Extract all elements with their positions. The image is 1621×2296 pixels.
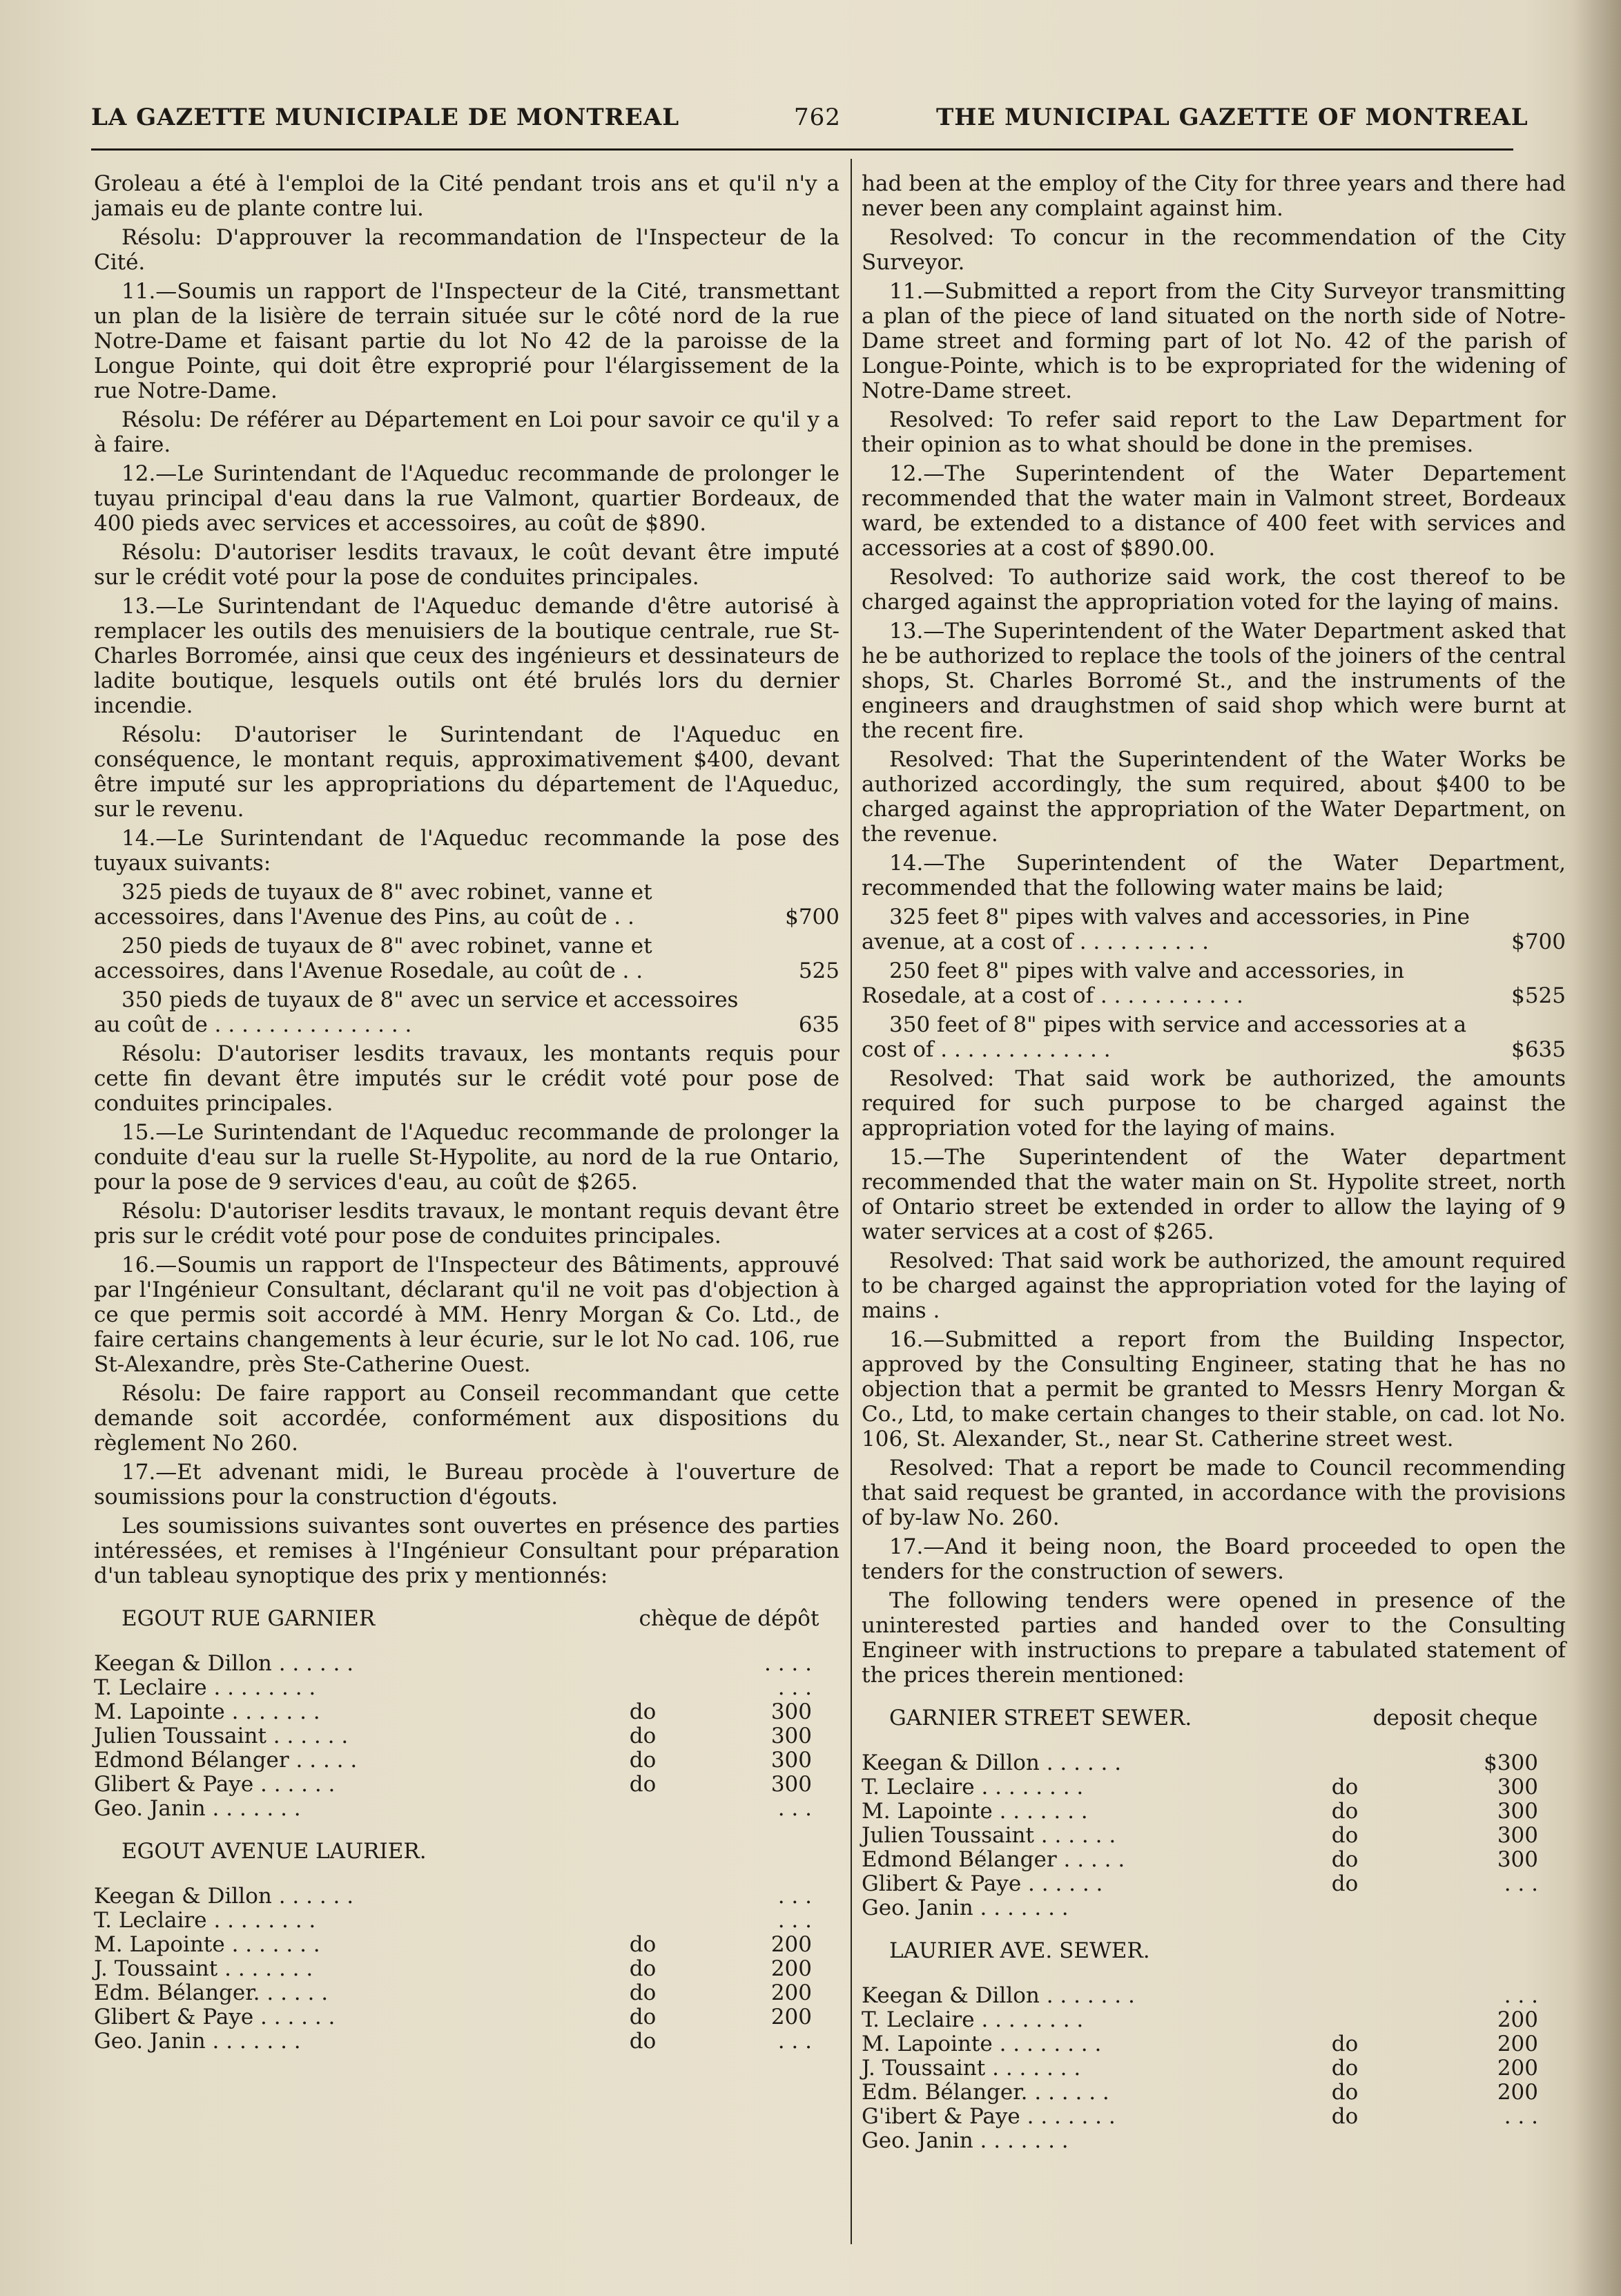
ditto-mark: do: [1331, 1847, 1359, 1872]
ditto-mark: [577, 1652, 708, 1676]
paragraph: 13.—The Superintendent of the Water Department asked that he be authorized to replace the tools of the joiners of the central shops, St. Charles Borromé St., and the instruments of the engineers and draughstmen of said shop which were burnt at the recent fire.: [862, 619, 1566, 743]
table-column-header: deposit cheque: [1372, 1706, 1538, 1730]
paragraph: Resolved: That said work be authorized, the amount required to be charged against the appropriation voted for the laying of mains .: [862, 1248, 1566, 1323]
tender-table-garnier: [94, 1606, 839, 1821]
ditto-mark: do: [1331, 2056, 1359, 2081]
tenderer-name: T. Leclaire . . . . . . . .: [862, 2007, 1084, 2032]
paragraph: 11.—Soumis un rapport de l'Inspecteur de la Cité, transmettant un plan de la lisière de terrain située sur le côté nord de la rue Notre-Dame et faisant partie du lot No 42 de la paroisse de la Longue Pointe, qui doit être exproprié pour l'élargissement de la rue Notre-Dame.: [94, 279, 839, 403]
tenderer-name: M. Lapointe . . . . . . .: [94, 1699, 320, 1724]
pipe-item-text: 250 pieds de tuyaux de 8" avec robinet, vanne et accessoires, dans l'Avenue Rosedale, au coût de . .: [94, 934, 652, 983]
paragraph: 16.—Submitted a report from the Building Inspector, approved by the Consulting Engineer, stating that he has no objection that a permit be granted to Messrs Henry Morgan & Co., Ltd, to make certain changes to their stable, on cad. lot No. 106, St. Alexander, St., near St. Catherine street west.: [862, 1327, 1566, 1451]
tenderer-name: Glibert & Paye . . . . . .: [94, 2005, 336, 2029]
deposit-amount: 300: [1497, 1823, 1538, 1848]
ditto-mark: [577, 1884, 708, 1909]
tenderer-name: Geo. Janin . . . . . . .: [862, 1895, 1069, 1920]
ditto-mark: [1276, 2008, 1414, 2032]
deposit-amount: 200: [1497, 2080, 1538, 2105]
page-number: 762: [794, 104, 841, 131]
paragraph: Résolu: D'approuver la recommandation de l'Inspecteur de la Cité.: [94, 225, 839, 275]
deposit-amount: 200: [770, 1956, 812, 1981]
ditto-mark: do: [1331, 1871, 1359, 1896]
ditto-mark: do: [1331, 1799, 1359, 1824]
tenderer-name: Geo. Janin . . . . . . .: [94, 1796, 301, 1821]
deposit-amount: 200: [770, 1980, 812, 2005]
tenderer-name: M. Lapointe . . . . . . .: [862, 1799, 1088, 1824]
deposit-amount: 300: [1497, 1847, 1538, 1872]
deposit-amount: 300: [770, 1748, 812, 1773]
deposit-amount: . . .: [777, 1908, 812, 1933]
paragraph: 17.—And it being noon, the Board proceeded to open the tenders for the construction of sewers.: [862, 1534, 1566, 1584]
pipe-item: [862, 958, 1566, 1008]
deposit-amount: . . .: [777, 1675, 812, 1700]
table-row: [862, 1800, 1566, 1824]
tenderer-name: J. Toussaint . . . . . . .: [862, 2056, 1081, 2081]
pipe-item: [94, 987, 839, 1037]
tenderer-name: T. Leclaire . . . . . . . .: [862, 1775, 1084, 1800]
paragraph: Résolu: D'autoriser lesdits travaux, le montant requis devant être pris sur le crédit voté pour pose de conduites principales.: [94, 1199, 839, 1248]
table-row: [94, 1652, 839, 1676]
pipe-item-text: 350 feet of 8" pipes with service and accessories at a cost of . . . . . . . . . . . . .: [862, 1012, 1467, 1062]
ditto-mark: [1276, 1984, 1414, 2008]
pipe-item-text: 325 feet 8" pipes with valves and accessories, in Pine avenue, at a cost of . . . . . . . . . .: [862, 905, 1470, 954]
page-edge-shadow: [1573, 0, 1621, 2296]
deposit-amount: 200: [1497, 2056, 1538, 2081]
deposit-amount: 200: [770, 2005, 812, 2029]
tenderer-name: Julien Toussaint . . . . . .: [862, 1823, 1116, 1848]
ditto-mark: do: [1331, 1775, 1359, 1800]
tenderer-name: Julien Toussaint . . . . . .: [94, 1724, 349, 1748]
pipe-item: [94, 880, 839, 929]
ditto-mark: do: [629, 1724, 657, 1748]
ditto-mark: [577, 1676, 708, 1700]
deposit-amount: . . .: [1504, 1871, 1538, 1896]
ditto-mark: do: [629, 1772, 657, 1797]
paragraph: The following tenders were opened in presence of the uninterested parties and handed over to the Consulting Engineer with instructions to prepare a tabulated statement of the prices therein mentioned:: [862, 1588, 1566, 1688]
ditto-mark: do: [629, 1699, 657, 1724]
tenderer-name: Edm. Bélanger. . . . . .: [94, 1980, 329, 2005]
table-row: [862, 2129, 1566, 2153]
deposit-amount: $300: [1484, 1750, 1538, 1775]
table-row: [862, 2081, 1566, 2105]
deposit-amount: . . .: [1504, 2104, 1538, 2129]
table-row: [94, 2005, 839, 2029]
ditto-mark: [1276, 1751, 1414, 1775]
paragraph: 17.—Et advenant midi, le Bureau procède à l'ouverture de soumissions pour la construction d'égouts.: [94, 1460, 839, 1509]
header-french-title: LA GAZETTE MUNICIPALE DE MONTREAL: [91, 104, 680, 131]
table-row: [94, 1724, 839, 1748]
paragraph: 13.—Le Surintendant de l'Aqueduc demande d'être autorisé à remplacer les outils des menuisiers de la boutique centrale, rue St-Charles Borromée, ainsi que ceux des ingénieurs et dessinateurs de ladite boutique, lesquels outils ont été brulés lors du dernier incendie.: [94, 594, 839, 718]
tenderer-name: Edmond Bélanger . . . . .: [94, 1748, 358, 1773]
pipe-item-amount: $635: [1511, 1037, 1566, 1062]
table-row: [94, 1773, 839, 1797]
paragraph: 14.—The Superintendent of the Water Department, recommended that the following water mains be laid;: [862, 851, 1566, 900]
paragraph: Résolu: De faire rapport au Conseil recommandant que cette demande soit accordée, conformément aux dispositions du règlement No 260.: [94, 1381, 839, 1456]
tenderer-name: J. Toussaint . . . . . . .: [94, 1956, 313, 1981]
tenderer-name: Glibert & Paye . . . . . .: [94, 1772, 336, 1797]
ditto-mark: do: [1331, 2104, 1359, 2129]
paragraph: had been at the employ of the City for three years and there had never been any complaint against him.: [862, 171, 1566, 221]
tenderer-name: Keegan & Dillon . . . . . . .: [862, 1983, 1135, 2008]
ditto-mark: [1276, 2129, 1414, 2153]
tenderer-name: Keegan & Dillon . . . . . .: [94, 1884, 354, 1909]
pipe-item-text: 250 feet 8" pipes with valve and accessories, in Rosedale, at a cost of . . . . . . . . . . .: [862, 958, 1405, 1008]
paragraph: Resolved: To concur in the recommendation of the City Surveyor.: [862, 225, 1566, 275]
paragraph: 15.—The Superintendent of the Water department recommended that the water main on St. Hypolite street, north of Ontario street be extended in order to allow the laying of 9 water services at a cost of $265.: [862, 1145, 1566, 1244]
ditto-mark: do: [1331, 2032, 1359, 2056]
table-row: [862, 1984, 1566, 2008]
table-title: LAURIER AVE. SEWER.: [889, 1938, 1150, 1963]
tenderer-name: M. Lapointe . . . . . . .: [94, 1932, 320, 1957]
paragraph: Résolu: D'autoriser le Surintendant de l'Aqueduc en conséquence, le montant requis, approximativement $400, devant être imputé sur les appropriations du département de l'Aqueduc, sur le revenu.: [94, 722, 839, 822]
table-row: [862, 1848, 1566, 1872]
table-title: GARNIER STREET SEWER.: [889, 1706, 1192, 1730]
table-heading: [94, 1839, 839, 1864]
pipe-item: [94, 934, 839, 983]
pipe-item-amount: $525: [1511, 983, 1566, 1008]
ditto-mark: [1276, 1896, 1414, 1920]
table-row: [862, 1872, 1566, 1896]
paragraph: 14.—Le Surintendant de l'Aqueduc recommande la pose des tuyaux suivants:: [94, 826, 839, 876]
ditto-mark: do: [629, 2029, 657, 2054]
paragraph: Résolu: D'autoriser lesdits travaux, le coût devant être imputé sur le crédit voté pour la pose de conduites principales.: [94, 540, 839, 590]
tenderer-name: Geo. Janin . . . . . . .: [94, 2029, 301, 2054]
paragraph: Resolved: To refer said report to the Law Department for their opinion as to what should be done in the premises.: [862, 407, 1566, 457]
tenderer-name: Keegan & Dillon . . . . . .: [862, 1750, 1122, 1775]
tenderer-name: Geo. Janin . . . . . . .: [862, 2128, 1069, 2153]
ditto-mark: do: [629, 1748, 657, 1773]
pipe-item-amount: 525: [798, 958, 839, 983]
pipe-item: [862, 1012, 1566, 1062]
paragraph: 12.—The Superintendent of the Water Departement recommended that the water main in Valmont street, Bordeaux ward, be extended to a distance of 400 feet with services and accessories at a cost of $890.00.: [862, 461, 1566, 561]
tenderer-name: T. Leclaire . . . . . . . .: [94, 1675, 316, 1700]
header-english-title: THE MUNICIPAL GAZETTE OF MONTREAL: [936, 104, 1528, 131]
ditto-mark: [577, 1909, 708, 1933]
paragraph: Resolved: That said work be authorized, the amounts required for such purpose to be charged against the appropriation voted for the laying of mains.: [862, 1066, 1566, 1141]
table-row: [94, 1748, 839, 1773]
deposit-amount: . . .: [777, 1884, 812, 1909]
paragraph: 11.—Submitted a report from the City Surveyor transmitting a plan of the piece of land situated on the north side of Notre-Dame street and forming part of lot No. 42 of the parish of Longue-Pointe, which is to be expropriated for the widening of Notre-Dame street.: [862, 279, 1566, 403]
table-heading: [862, 1706, 1566, 1730]
table-row: [94, 1676, 839, 1700]
paragraph: 16.—Soumis un rapport de l'Inspecteur des Bâtiments, approuvé par l'Ingénieur Consultant, déclarant qu'il ne voit pas d'objection à ce que permis soit accordé à MM. Henry Morgan & Co. Ltd., de faire certains changements à leur écurie, sur le lot No cad. 106, rue St-Alexandre, près Ste-Catherine Ouest.: [94, 1253, 839, 1377]
column-divider: [851, 159, 852, 2244]
ditto-mark: do: [629, 1980, 657, 2005]
pipe-item-text: 325 pieds de tuyaux de 8" avec robinet, vanne et accessoires, dans l'Avenue des Pins, au coût de . .: [94, 880, 652, 929]
paragraph: Résolu: D'autoriser lesdits travaux, les montants requis pour cette fin devant être imputés sur le crédit voté pour pose de conduites principales.: [94, 1041, 839, 1116]
deposit-amount: . . .: [777, 2029, 812, 2054]
tender-table-garnier-english: [862, 1706, 1566, 1920]
table-row: [862, 1896, 1566, 1920]
table-title: EGOUT RUE GARNIER: [122, 1606, 376, 1631]
deposit-amount: . . .: [1504, 1983, 1538, 2008]
tenderer-name: M. Lapointe . . . . . . . .: [862, 2032, 1102, 2056]
table-title: EGOUT AVENUE LAURIER.: [122, 1839, 427, 1864]
table-row: [94, 1933, 839, 1957]
ditto-mark: do: [629, 1932, 657, 1957]
tenderer-name: T. Leclaire . . . . . . . .: [94, 1908, 316, 1933]
deposit-amount: 300: [1497, 1799, 1538, 1824]
table-row: [94, 1981, 839, 2005]
deposit-amount: 300: [1497, 1775, 1538, 1800]
ditto-mark: do: [1331, 2080, 1359, 2105]
tenderer-name: G'ibert & Paye . . . . . . .: [862, 2104, 1116, 2129]
table-column-header: chèque de dépôt: [639, 1606, 819, 1631]
table-row: [862, 2032, 1566, 2056]
paragraph: Groleau a été à l'emploi de la Cité pendant trois ans et qu'il n'y a jamais eu de plante contre lui.: [94, 171, 839, 221]
deposit-amount: 200: [1497, 2007, 1538, 2032]
paragraph: 12.—Le Surintendant de l'Aqueduc recommande de prolonger le tuyau principal d'eau dans la rue Valmont, quartier Bordeaux, de 400 pieds avec services et accessoires, au coût de $890.: [94, 461, 839, 536]
tenderer-name: Edmond Bélanger . . . . .: [862, 1847, 1125, 1872]
table-row: [862, 1775, 1566, 1800]
paragraph: Résolu: De référer au Département en Loi pour savoir ce qu'il y a à faire.: [94, 407, 839, 457]
ditto-mark: do: [629, 2005, 657, 2029]
paragraph: Les soumissions suivantes sont ouvertes en présence des parties intéressées, et remises à l'Ingénieur Consultant pour préparation d'un tableau synoptique des prix y mentionnés:: [94, 1514, 839, 1588]
header-rule: [91, 148, 1513, 151]
table-row: [94, 1797, 839, 1821]
pipe-item-amount: $700: [1511, 929, 1566, 954]
deposit-amount: 200: [1497, 2032, 1538, 2056]
deposit-amount: [1414, 1896, 1538, 1920]
table-row: [94, 1700, 839, 1724]
english-column: [862, 171, 1566, 2153]
table-row: [94, 1884, 839, 1909]
tender-table-laurier-english: [862, 1938, 1566, 2153]
paragraph: Resolved: To authorize said work, the cost thereof to be charged against the appropriation voted for the laying of mains.: [862, 565, 1566, 615]
table-row: [862, 1751, 1566, 1775]
pipe-item-amount: 635: [798, 1012, 839, 1037]
deposit-amount: . . .: [777, 1796, 812, 1821]
table-row: [94, 2029, 839, 2054]
table-row: [862, 2056, 1566, 2081]
pipe-item-text: 350 pieds de tuyaux de 8" avec un service et accessoires au coût de . . . . . . . . . . . . . . .: [94, 987, 739, 1037]
deposit-amount: 300: [770, 1699, 812, 1724]
table-heading: [94, 1606, 839, 1631]
tenderer-name: Glibert & Paye . . . . . .: [862, 1871, 1103, 1896]
tenderer-name: Keegan & Dillon . . . . . .: [94, 1651, 354, 1676]
ditto-mark: do: [1331, 1823, 1359, 1848]
table-row: [862, 1824, 1566, 1848]
table-row: [862, 2105, 1566, 2129]
table-heading: [862, 1938, 1566, 1963]
deposit-amount: [1414, 2129, 1538, 2153]
paragraph: Resolved: That a report be made to Council recommending that said request be granted, in accordance with the provisions of by-law No. 260.: [862, 1456, 1566, 1530]
tender-table-laurier: [94, 1839, 839, 2054]
table-row: [94, 1957, 839, 1981]
deposit-amount: 200: [770, 1932, 812, 1957]
table-row: [862, 2008, 1566, 2032]
paragraph: Resolved: That the Superintendent of the Water Works be authorized accordingly, the sum required, about $400 to be charged against the appropriation of the Water Department, on the revenue.: [862, 747, 1566, 847]
deposit-amount: 300: [770, 1724, 812, 1748]
tenderer-name: Edm. Bélanger. . . . . . .: [862, 2080, 1109, 2105]
paragraph: 15.—Le Surintendant de l'Aqueduc recommande de prolonger la conduite d'eau sur la ruelle St-Hypolite, au nord de la rue Ontario, pour la pose de 9 services d'eau, au coût de $265.: [94, 1120, 839, 1195]
ditto-mark: [577, 1797, 708, 1821]
pipe-item: [862, 905, 1566, 954]
ditto-mark: do: [629, 1956, 657, 1981]
french-column: [94, 171, 839, 2054]
pipe-item-amount: $700: [785, 905, 839, 929]
table-row: [94, 1909, 839, 1933]
deposit-amount: 300: [770, 1772, 812, 1797]
deposit-amount: . . . .: [764, 1651, 812, 1676]
